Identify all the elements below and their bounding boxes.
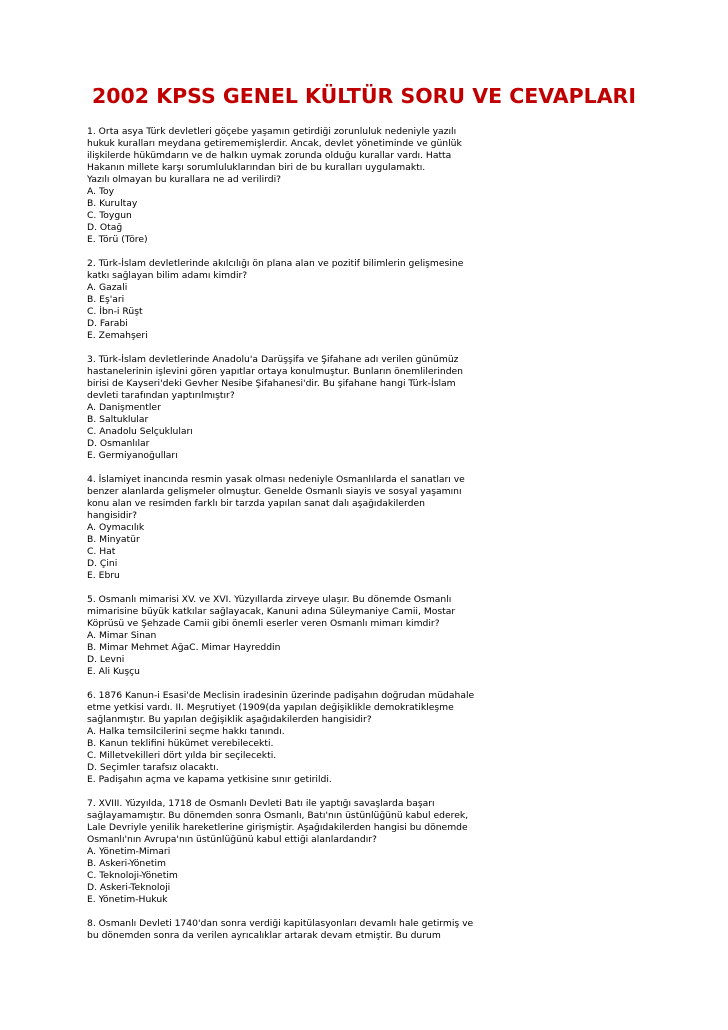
question-line: C. Anadolu Selçukluları — [87, 426, 193, 437]
question-line: C. Hat — [87, 546, 116, 557]
question-line: sağlayamamıştır. Bu dönemden sonra Osmanlı, Batı'nın üstünlüğünü kabul ederek, — [87, 810, 469, 821]
question-line: C. İbn-i Rüşt — [87, 306, 143, 317]
question-line: A. Yönetim-Mimari — [87, 846, 171, 857]
question-line: etme yetkisi vardı. II. Meşrutiyet (1909(da yapılan değişiklikle demokratikleşme — [87, 702, 454, 713]
question-line: B. Kurultay — [87, 198, 138, 209]
question-5 — [87, 594, 467, 678]
question-line: B. Eş'ari — [87, 294, 125, 305]
question-line: B. Saltuklular — [87, 414, 149, 425]
question-line: konu alan ve resimden farklı bir tarzda yapılan sanat dalı aşağıdakilerden — [87, 498, 425, 509]
question-line: Hakanın millete karşı sorumluluklarından biri de bu kuralları uygulamaktı. — [87, 162, 426, 173]
question-line: D. Çini — [87, 558, 118, 569]
question-line: E. Germiyanoğulları — [87, 450, 178, 461]
question-line: A. Halka temsilcilerini seçme hakkı tanındı. — [87, 726, 285, 737]
question-line: D. Osmanlılar — [87, 438, 150, 449]
question-6 — [87, 690, 475, 786]
question-line: 5. Osmanlı mimarisi XV. ve XVI. Yüzyıllarda zirveye ulaşır. Bu dönemde Osmanlı — [87, 594, 452, 605]
question-line: birisi de Kayseri'deki Gevher Nesibe Şifahanesi'dir. Bu şifahane hangi Türk-İslam — [87, 378, 456, 389]
question-line: E. Ali Kuşçu — [87, 666, 141, 677]
question-4 — [87, 474, 467, 582]
question-line: E. Padişahın açma ve kapama yetkisine sınır getirildi. — [87, 774, 332, 785]
question-line: E. Ebru — [87, 570, 120, 581]
question-line: mimarisine büyük katkılar sağlayacak, Kanuni adına Süleymaniye Camii, Mostar — [87, 606, 456, 617]
question-line: D. Otağ — [87, 222, 123, 233]
question-line: E. Yönetim-Hukuk — [87, 894, 168, 905]
question-line: 8. Osmanlı Devleti 1740'dan sonra verdiği kapitülasyonları devamlı hale getirmiş ve — [87, 918, 474, 929]
question-line: D. Farabi — [87, 318, 128, 329]
question-line: 3. Türk-İslam devletlerinde Anadolu'a Darüşşifa ve Şifahane adı verilen günümüz — [87, 354, 459, 365]
question-line: Köprüsü ve Şehzade Camii gibi önemli eserler veren Osmanlı mimarı kimdir? — [87, 618, 440, 629]
question-line: 1. Orta asya Türk devletleri göçebe yaşamın getirdiği zorunluluk nedeniyle yazılı — [87, 126, 457, 137]
question-line: benzer alanlarda gelişmeler olmuştur. Genelde Osmanlı siayis ve sosyal yaşamını — [87, 486, 462, 497]
question-8 — [87, 918, 474, 942]
question-line: devleti tarafından yaptırılmıştır? — [87, 390, 235, 401]
question-list — [87, 126, 475, 954]
question-line: A. Toy — [87, 186, 115, 197]
question-line: C. Toygun — [87, 210, 132, 221]
question-line: A. Gazali — [87, 282, 128, 293]
question-line: hastanelerinin işlevini gören yapıtlar ortaya konulmuştur. Bunların önemlilerinden — [87, 366, 463, 377]
question-line: B. Mimar Mehmet AğaC. Mimar Hayreddin — [87, 642, 281, 653]
question-line: A. Mimar Sinan — [87, 630, 157, 641]
question-line: katkı sağlayan bilim adamı kimdir? — [87, 270, 248, 281]
question-line: hangisidir? — [87, 510, 138, 521]
question-line: D. Askeri-Teknoloji — [87, 882, 171, 893]
question-line: 4. İslamiyet inancında resmin yasak olması nedeniyle Osmanlılarda el sanatları ve — [87, 474, 465, 485]
question-1 — [87, 126, 467, 246]
question-line: Yazılı olmayan bu kurallara ne ad verilirdi? — [87, 174, 282, 185]
question-line: 2. Türk-İslam devletlerinde akılcılığı ön plana alan ve pozitif bilimlerin gelişmesine — [87, 258, 464, 269]
question-line: E. Zemahşeri — [87, 330, 148, 341]
question-7 — [87, 798, 467, 906]
question-line: A. Danişmentler — [87, 402, 161, 413]
question-2 — [87, 258, 467, 342]
question-line: B. Askeri-Yönetim — [87, 858, 167, 869]
question-line: C. Milletvekilleri dört yılda bir seçilecekti. — [87, 750, 277, 761]
question-line: sağlanmıştır. Bu yapılan değişiklik aşağıdakilerden hangisidir? — [87, 714, 372, 725]
question-line: 6. 1876 Kanun-i Esasi'de Meclisin iradesinin üzerinde padişahın doğrudan müdahale — [87, 690, 475, 701]
question-line: D. Seçimler tarafsız olacaktı. — [87, 762, 219, 773]
page-title: 2002 KPSS GENEL KÜLTÜR SORU VE CEVAPLARI — [92, 84, 636, 108]
question-line: B. Kanun teklifini hükümet verebilecekti. — [87, 738, 274, 749]
question-line: bu dönemden sonra da verilen ayrıcalıklar artarak devam etmiştir. Bu durum — [87, 930, 441, 941]
question-line: E. Törü (Töre) — [87, 234, 148, 245]
question-line: hukuk kuralları meydana getirememişlerdir. Ancak, devlet yönetiminde ve günlük — [87, 138, 462, 149]
question-3 — [87, 354, 467, 462]
question-line: ilişkilerde hükümdarın ve de halkın uymak zorunda olduğu kurallar vardı. Hatta — [87, 150, 452, 161]
question-line: B. Minyatür — [87, 534, 140, 545]
question-line: C. Teknoloji-Yönetim — [87, 870, 178, 881]
question-line: D. Levni — [87, 654, 125, 665]
question-line: Lale Devriyle yenilik hareketlerine girişmiştir. Aşağıdakilerden hangisi bu dönemde — [87, 822, 468, 833]
question-line: 7. XVIII. Yüzyılda, 1718 de Osmanlı Devleti Batı ile yaptığı savaşlarda başarı — [87, 798, 435, 809]
question-line: Osmanlı'nın Avrupa'nın üstünlüğünü kabul ettiği alanlardandır? — [87, 834, 377, 845]
question-line: A. Oymacılık — [87, 522, 145, 533]
